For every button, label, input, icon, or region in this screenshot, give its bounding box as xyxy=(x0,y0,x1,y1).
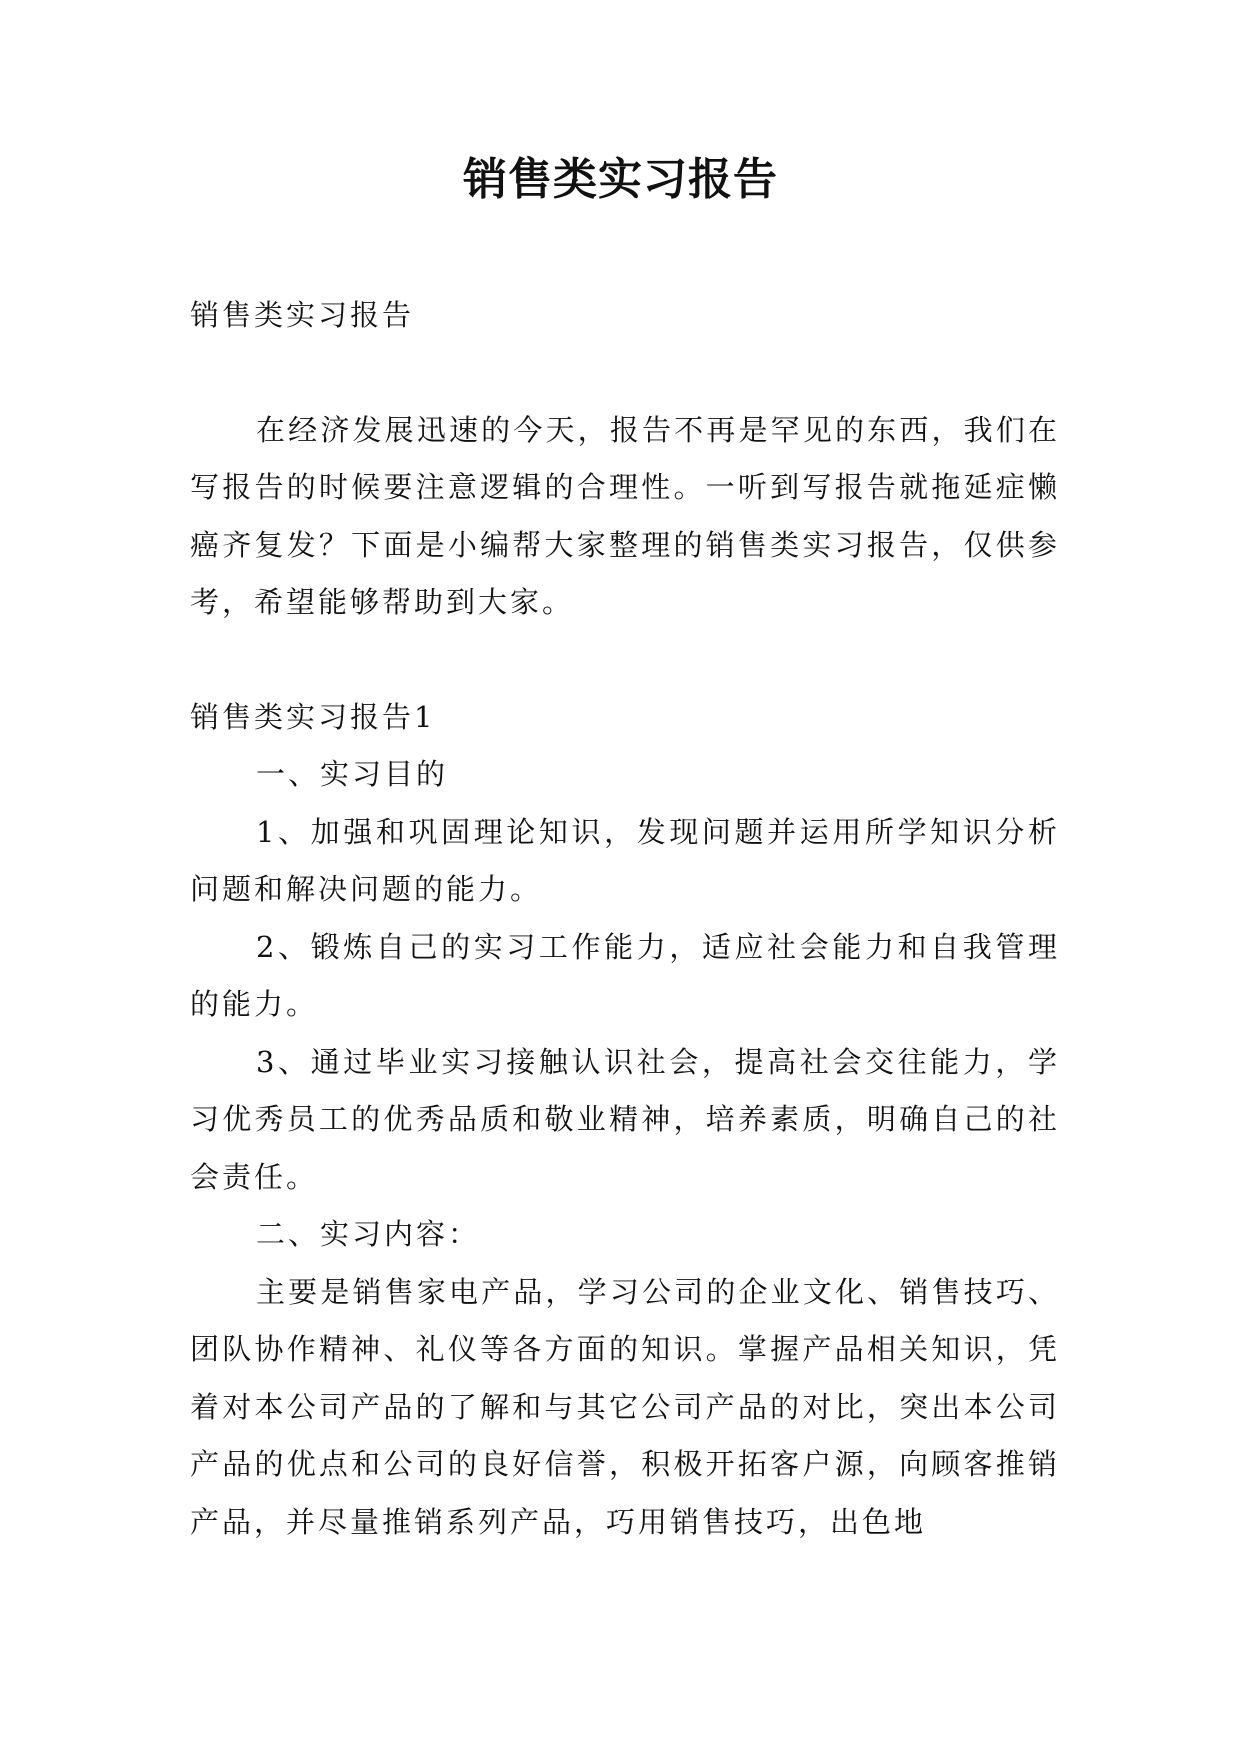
section-heading: 销售类实习报告1 xyxy=(190,699,436,734)
purpose-item-1: 1、加强和巩固理论知识，发现问题并运用所学知识分析问题和解决问题的能力。 xyxy=(190,814,1060,906)
intro-paragraph: 在经济发展迅速的今天，报告不再是罕见的东西，我们在写报告的时候要注意逻辑的合理性。一听到写报告就拖延症懒癌齐复发？下面是小编帮大家整理的销售类实习报告，仅供参考，希望能够帮助到大家。 xyxy=(190,412,1060,619)
content-paragraph: 主要是销售家电产品，学习公司的企业文化、销售技巧、团队协作精神、礼仪等各方面的知识。掌握产品相关知识，凭着对本公司产品的了解和与其它公司产品的对比，突出本公司产品的优点和公司的良好信誉，积极开拓客户源，向顾客推销产品，并尽量推销系列产品，巧用销售技巧，出色地 xyxy=(190,1274,1060,1539)
document-title: 销售类实习报告 xyxy=(463,154,778,205)
purpose-heading: 一、实习目的 xyxy=(256,757,449,791)
document-body xyxy=(190,287,1060,1551)
subtitle: 销售类实习报告 xyxy=(190,298,415,332)
purpose-item-3: 3、通过毕业实习接触认识社会，提高社会交往能力，学习优秀员工的优秀品质和敬业精神，培养素质，明确自己的社会责任。 xyxy=(190,1044,1060,1194)
content-heading: 二、实习内容： xyxy=(256,1217,481,1251)
purpose-item-2: 2、锻炼自己的实习工作能力，适应社会能力和自我管理的能力。 xyxy=(190,929,1060,1021)
